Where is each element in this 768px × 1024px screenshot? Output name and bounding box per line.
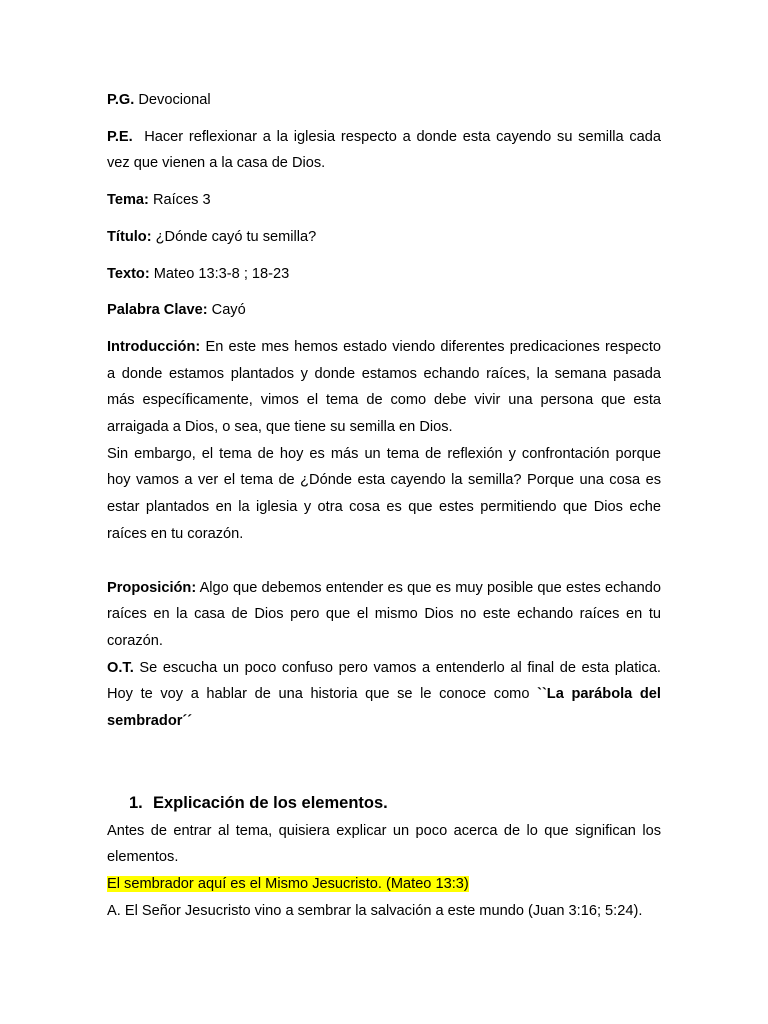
pe-label: P.E.: [107, 128, 133, 145]
texto-value: Mateo 13:3-8 ; 18-23: [153, 265, 290, 282]
highlight-line: [107, 871, 661, 898]
section-number: 1.: [129, 793, 143, 812]
tema-label: Tema:: [107, 192, 149, 209]
ot-paragraph: [107, 655, 661, 735]
introduccion-continuation: Sin embargo, el tema de hoy es más un tema de reflexión y confrontación porque hoy vamos a ver el tema de ¿Dónde esta cayendo la semilla? Porque una cosa es estar plantados en la iglesia y otra cosa es que estes permitiendo que Dios eche raíces en tu corazón.: [107, 445, 661, 542]
section-intro: Antes de entrar al tema, quisiera explicar un poco acerca de lo que significan los elementos.: [107, 822, 661, 866]
introduccion-label: Introducción:: [107, 338, 201, 355]
pg-line: [107, 87, 661, 114]
titulo-line: [107, 224, 661, 251]
palabra-clave-line: [107, 297, 661, 324]
introduccion-paragraph: [107, 334, 661, 441]
pe-paragraph: [107, 124, 661, 177]
texto-label: Texto:: [107, 265, 150, 282]
palabra-clave-value: Cayó: [211, 302, 246, 319]
pg-value: Devocional: [138, 92, 211, 108]
ot-label: O.T.: [107, 659, 134, 676]
proposicion-paragraph: [107, 575, 661, 655]
tema-value: Raíces 3: [152, 192, 211, 209]
palabra-clave-label: Palabra Clave:: [107, 302, 208, 319]
proposicion-text: Algo que debemos entender es que es muy posible que estes echando raíces en la casa de Dios pero que el mismo Dios no este echando raíces en tu corazón.: [107, 579, 662, 649]
section-title: Explicación de los elementos.: [153, 793, 388, 812]
titulo-value: ¿Dónde cayó tu semilla?: [155, 228, 317, 245]
point-a: A. El Señor Jesucristo vino a sembrar la salvación a este mundo (Juan 3:16; 5:24).: [107, 902, 643, 919]
texto-line: [107, 261, 661, 288]
highlighted-text: El sembrador aquí es el Mismo Jesucristo. (Mateo 13:3): [107, 876, 469, 893]
pe-value: Hacer reflexionar a la iglesia respecto a donde esta cayendo su semilla cada vez que vienen a la casa de Dios.: [107, 128, 661, 172]
pg-label: P.G.: [107, 92, 135, 108]
section-heading: [129, 788, 661, 818]
introduccion-text: En este mes hemos estado viendo diferentes predicaciones respecto a donde estamos plantados y donde estamos echando raíces, la semana pasada más específicamente, vimos el tema de como debe vivir una persona que esta arraigada a Dios, o sea, que tiene su semilla en Dios.: [107, 338, 661, 436]
tema-line: [107, 187, 661, 214]
ot-text: Se escucha un poco confuso pero vamos a entenderlo al final de esta platica. Hoy te voy a hablar de una historia que se le conoce como: [107, 659, 661, 703]
titulo-label: Título:: [107, 228, 152, 245]
proposicion-label: Proposición:: [107, 579, 197, 596]
parable-title: ``La parábola del sembrador´´: [107, 686, 661, 730]
